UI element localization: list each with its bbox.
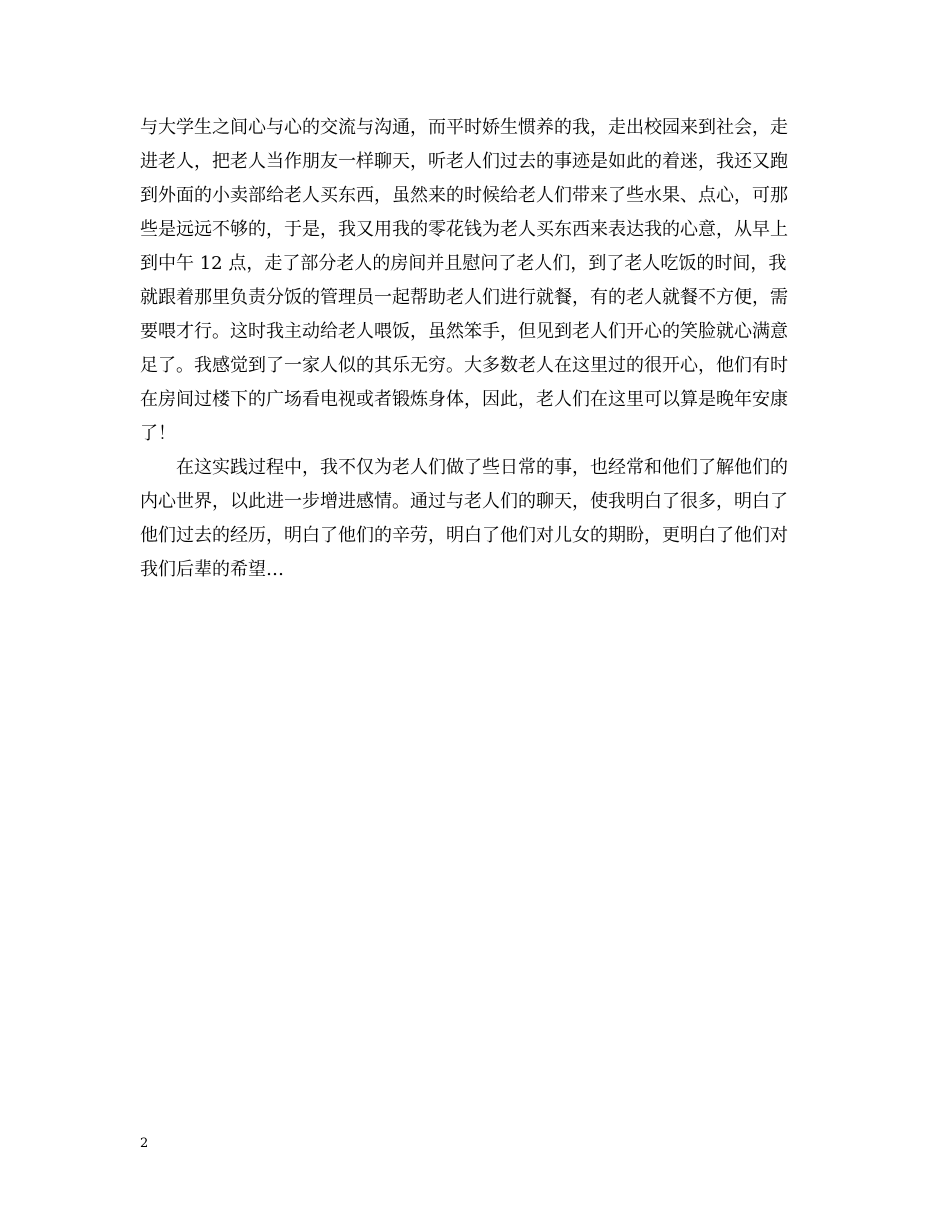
- paragraph-2-line-3: 他们过去的经历，明白了他们的辛劳，明白了他们对儿女的期盼，更明白了他们对: [140, 525, 788, 546]
- paragraph-1-line-7: 要喂才行。这时我主动给老人喂饭，虽然笨手，但见到老人们开心的笑脸就心满意: [140, 321, 788, 342]
- paragraph-1-line-5: 到中午 12 点，走了部分老人的房间并且慰问了老人们，到了老人吃饭的时间，我: [140, 253, 787, 274]
- paragraph-1-line-9: 在房间过楼下的广场看电视或者锻炼身体，因此，老人们在这里可以算是晚年安康: [140, 389, 788, 410]
- paragraph-1-line-3: 到外面的小卖部给老人买东西，虽然来的时候给老人们带来了些水果、点心，可那: [140, 185, 788, 206]
- paragraph-2-line-2: 内心世界，以此进一步增进感情。通过与老人们的聊天，使我明白了很多，明白了: [140, 491, 788, 512]
- paragraph-2-line-1: 在这实践过程中，我不仅为老人们做了些日常的事，也经常和他们了解他们的: [140, 457, 788, 478]
- paragraph-1-line-8: 足了。我感觉到了一家人似的其乐无穷。大多数老人在这里过的很开心，他们有时: [140, 355, 788, 376]
- page-number: 2: [140, 1136, 149, 1151]
- paragraph-1-line-1: 与大学生之间心与心的交流与沟通，而平时娇生惯养的我，走出校园来到社会，走: [140, 117, 788, 138]
- paragraph-1-line-2: 进老人，把老人当作朋友一样聊天，听老人们过去的事迹是如此的着迷，我还又跑: [140, 151, 788, 172]
- paragraph-1-line-6: 就跟着那里负责分饭的管理员一起帮助老人们进行就餐，有的老人就餐不方便，需: [140, 287, 788, 308]
- paragraph-2-line-4: 我们后辈的希望…: [140, 559, 284, 580]
- paragraph-1-line-10: 了！: [140, 423, 176, 444]
- paragraph-1-line-4: 些是远远不够的，于是，我又用我的零花钱为老人买东西来表达我的心意，从早上: [140, 219, 788, 240]
